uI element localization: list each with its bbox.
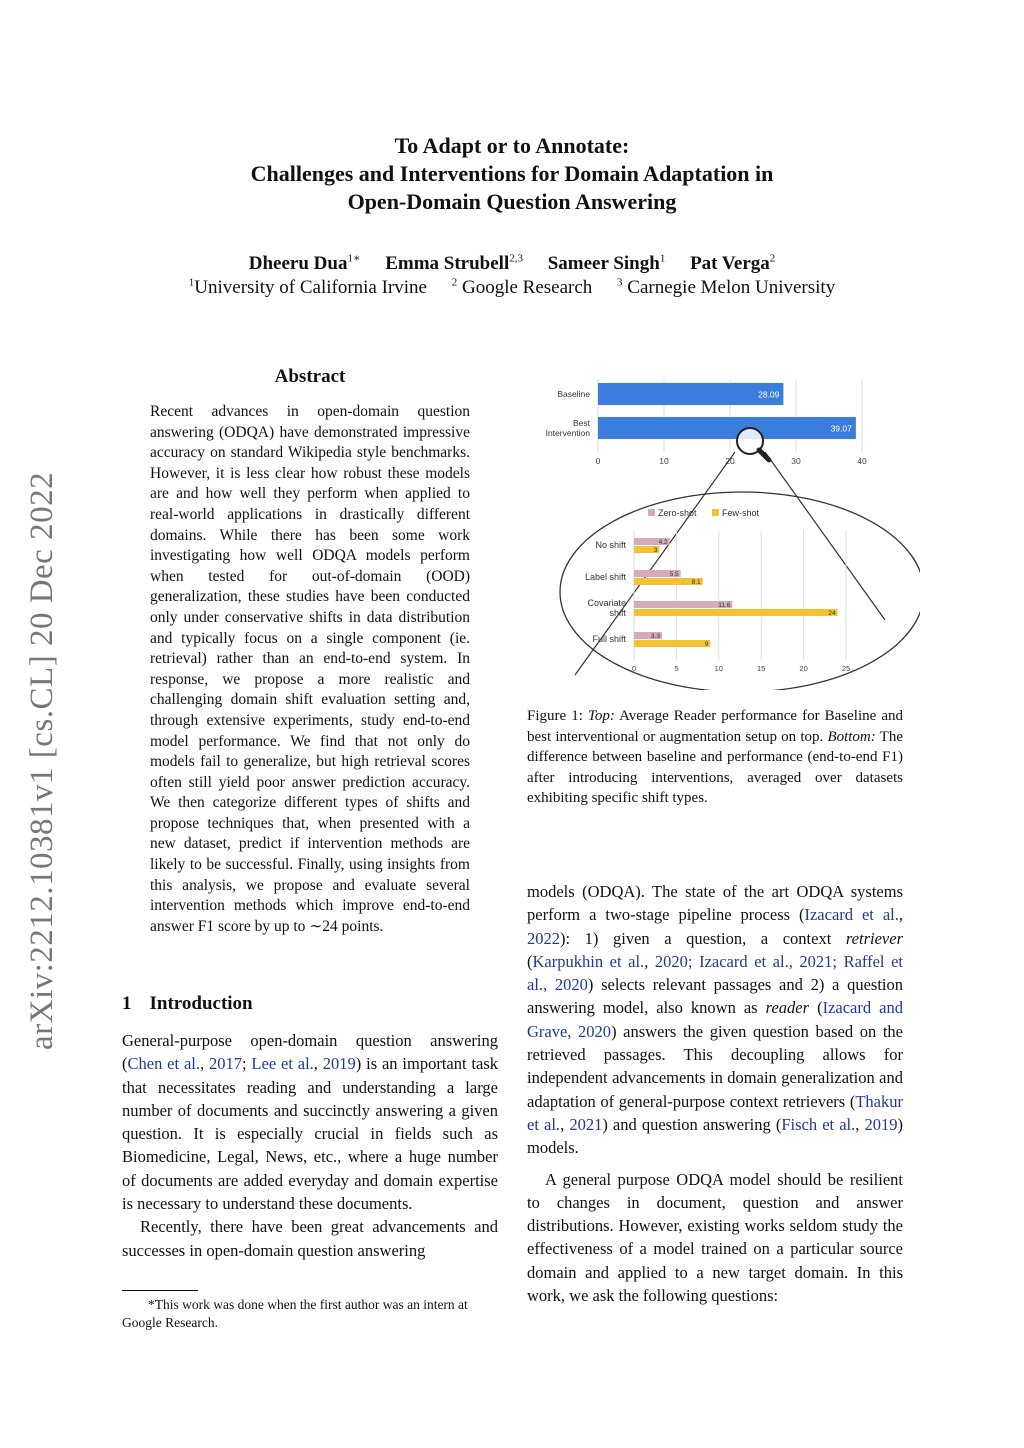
bar <box>598 417 856 439</box>
caption-label: Figure 1: <box>527 708 588 724</box>
bar-value-label: 28.09 <box>758 389 780 400</box>
citation-link[interactable]: Thakur et al. <box>527 1091 903 1134</box>
legend-swatch <box>648 509 655 516</box>
category-label: shift <box>609 608 626 618</box>
emph-term: reader <box>765 998 810 1018</box>
affiliation-sup: 1 <box>188 277 195 289</box>
emph-term: retriever <box>845 928 903 948</box>
footnote-mark: * <box>148 1297 155 1312</box>
text-run: , <box>560 1114 570 1134</box>
category-label: Baseline <box>557 389 590 399</box>
text-run: models (ODQA). The state of the art ODQA systems perform a two-stage pipeline process ( <box>527 882 903 925</box>
bar-value-label: 11.6 <box>718 602 731 609</box>
legend-label: Zero-shot <box>658 508 697 518</box>
affiliation-sup: 2 <box>451 277 458 289</box>
caption-emph: Bottom: <box>827 728 876 745</box>
author-sup: 2 <box>769 253 776 265</box>
bar-value-label: 3.3 <box>650 633 660 640</box>
text-run: , <box>855 1114 865 1134</box>
author <box>690 253 775 274</box>
citation-link[interactable]: 2022 <box>527 928 560 948</box>
affiliation-name: University of California Irvine <box>194 277 427 299</box>
bar-value-label: 4.2 <box>658 539 668 546</box>
author-sup: 1 <box>659 253 666 265</box>
x-tick-label: 20 <box>725 456 735 466</box>
author <box>385 253 523 274</box>
bar-value-label: 9 <box>704 641 709 648</box>
author <box>548 253 666 274</box>
x-tick-label: 5 <box>674 664 679 673</box>
citation-link[interactable]: Izacard et al. <box>804 905 899 925</box>
bar <box>598 383 783 405</box>
section-number: 1 <box>122 993 132 1014</box>
bar-value-label: 24 <box>828 610 836 617</box>
text-run: ) selects relevant passages and 2) a question answering model, also known as <box>527 975 903 1018</box>
text-run: , <box>644 951 655 971</box>
x-tick-label: 25 <box>841 664 851 673</box>
arxiv-identifier: arXiv:2212.10381v1 [cs.CL] 20 Dec 2022 <box>24 471 60 1050</box>
magnifier-handle-icon <box>759 450 769 460</box>
text-run: General-purpose open-domain question answering ( <box>122 1031 498 1074</box>
footnote-text: This work was done when the first author was an intern at Google Research. <box>122 1297 468 1330</box>
citation-link[interactable]: Fisch et al. <box>781 1114 856 1134</box>
citation-link[interactable]: 2019 <box>322 1054 356 1074</box>
figure-1 <box>520 370 920 690</box>
bar <box>634 640 710 647</box>
x-tick-label: 30 <box>791 456 801 466</box>
affiliation <box>452 277 593 298</box>
citation-link[interactable]: Lee et al. <box>251 1054 314 1074</box>
citation-link[interactable]: Karpukhin et al. <box>532 951 645 971</box>
citation-link[interactable]: 2021 <box>569 1114 603 1134</box>
citation-link[interactable]: 2017 <box>208 1054 242 1074</box>
intro-paragraph: Recently, there have been great advancements and successes in open-domain question answering <box>122 1217 498 1260</box>
intro-right-column <box>527 880 903 1307</box>
text-run: , <box>898 905 903 925</box>
text-run: , <box>199 1054 209 1074</box>
x-tick-label: 15 <box>757 664 766 673</box>
bar-value-label: 5.5 <box>669 571 679 578</box>
footnote-rule <box>122 1290 198 1291</box>
intro-left-column <box>122 1029 498 1262</box>
intro-paragraph <box>122 1029 498 1215</box>
category-label: Best <box>572 418 590 428</box>
footnote <box>122 1296 502 1331</box>
bar-value-label: 8.1 <box>691 579 701 586</box>
author-name: Pat Verga <box>690 253 770 275</box>
affiliation <box>189 277 427 298</box>
title-line: To Adapt or to Annotate: <box>394 133 630 158</box>
title-line: Challenges and Interventions for Domain Adaptation in <box>250 161 774 186</box>
citation-link[interactable]: 2020; Izacard et al., 2021; Raffel et al., 2020 <box>527 951 904 995</box>
citation-link[interactable]: Chen et al. <box>127 1054 200 1074</box>
abstract-text: Recent advances in open-domain question answering (ODQA) have demonstrated impressive accuracy on standard Wikipedia style benchmarks. However, it is less clear how robust these models are and how well they perform when applied to real-world applications in drastically different domains. While there has been some work investigating how well ODQA models perform when tested for out-of-domain (OOD) generalization, these studies have been conducted only under conservative shifts in data distribution and typically focus on a single component (ie. retrieval) rather than an end-to-end system. In response, we propose a more realistic and challenging domain shift evaluation setting and, through extensive experiments, study end-to-end model performance. We find that not only do models fail to generalize, but high retrieval scores often still yield poor answer prediction accuracy. We then categorize different types of shifts and propose techniques that, when presented with a new dataset, predict if intervention methods are likely to be successful. Finally, using insights from this analysis, we propose and evaluate several intervention methods which improve end-to-end answer F1 score by up to ∼24 points. <box>150 403 470 935</box>
bar-value-label: 3 <box>653 547 658 554</box>
x-tick-label: 0 <box>631 664 637 673</box>
abstract-heading: Abstract <box>274 366 346 387</box>
text-run: , <box>313 1054 323 1074</box>
author-name: Dheeru Dua <box>248 253 348 275</box>
category-label: Full shift <box>592 634 626 644</box>
author <box>249 253 361 274</box>
category-label: Label shift <box>584 572 626 582</box>
text-run: ; <box>241 1054 252 1074</box>
zoom-ellipse <box>560 492 920 690</box>
section-title: Introduction <box>149 993 253 1014</box>
category-label: No shift <box>595 540 626 550</box>
text-run: ) is an important task that necessitates reading and understanding a large number of documents and succinctly answering a given question. It is especially crucial in fields such as Biomedicine, Legal, News, etc., where a huge number of documents are added everyday and domain expertise is necessary to understand these documents. <box>122 1054 499 1214</box>
affiliation-name: Google Research <box>461 277 593 299</box>
text-run: ( <box>809 998 823 1018</box>
text-run: ) and question answering ( <box>602 1114 782 1134</box>
legend-swatch <box>712 509 719 516</box>
citation-link[interactable]: Izacard and Grave, 2020 <box>527 998 903 1041</box>
text-run: ( <box>527 951 533 971</box>
text-run: Average Reader performance for Baseline and best interventional or augmentation setup on top. <box>527 708 903 745</box>
author-name: Sameer Singh <box>547 253 660 275</box>
category-label: Covariate <box>587 598 626 608</box>
bar-value-label: 39.07 <box>830 423 852 434</box>
text-run: The difference between baseline and performance (end-to-end F1) after introducing interventions, averaged over datasets exhibiting specific shift types. <box>527 728 903 807</box>
bar <box>634 609 838 616</box>
intro-paragraph <box>527 880 903 1160</box>
x-tick-label: 10 <box>659 456 669 466</box>
x-tick-label: 20 <box>799 664 808 673</box>
x-tick-label: 40 <box>857 456 867 466</box>
x-tick-label: 10 <box>714 664 723 673</box>
text-run: ) answers the given question based on the retrieved passages. This decoupling allows for independent advancements in domain generalization and adaptation of general-purpose context retrievers ( <box>527 1021 903 1111</box>
citation-link[interactable]: 2019 <box>864 1114 898 1134</box>
section-heading <box>122 993 253 1015</box>
x-tick-label: 0 <box>595 456 601 466</box>
category-label: Intervention <box>545 428 590 438</box>
affiliation <box>617 277 835 298</box>
author-sup: 2,3 <box>509 253 523 265</box>
figure-caption <box>527 706 903 809</box>
affiliation-sup: 3 <box>617 277 623 289</box>
title-line: Open-Domain Question Answering <box>347 189 677 214</box>
intro-paragraph: A general purpose ODQA model should be resilient to changes in document, question and answer distributions. However, existing works seldom study the effectiveness of a model trained on a particular source domain and applied to a new target domain. In this work, we ask the following questions: <box>527 1169 903 1306</box>
text-run: ) models. <box>527 1114 904 1158</box>
author-name: Emma Strubell <box>385 253 510 275</box>
paper-title <box>112 132 912 216</box>
affiliation-list <box>112 277 912 299</box>
author-sup: 1∗ <box>347 253 361 265</box>
caption-emph: Top: <box>587 708 615 724</box>
legend-label: Few-shot <box>722 508 760 518</box>
author-list <box>112 252 912 275</box>
bottom-bar-chart <box>585 508 850 673</box>
text-run: ): 1) given a question, a context <box>560 928 846 948</box>
affiliation-name: Carnegie Melon University <box>627 277 836 299</box>
top-bar-chart <box>546 380 867 466</box>
